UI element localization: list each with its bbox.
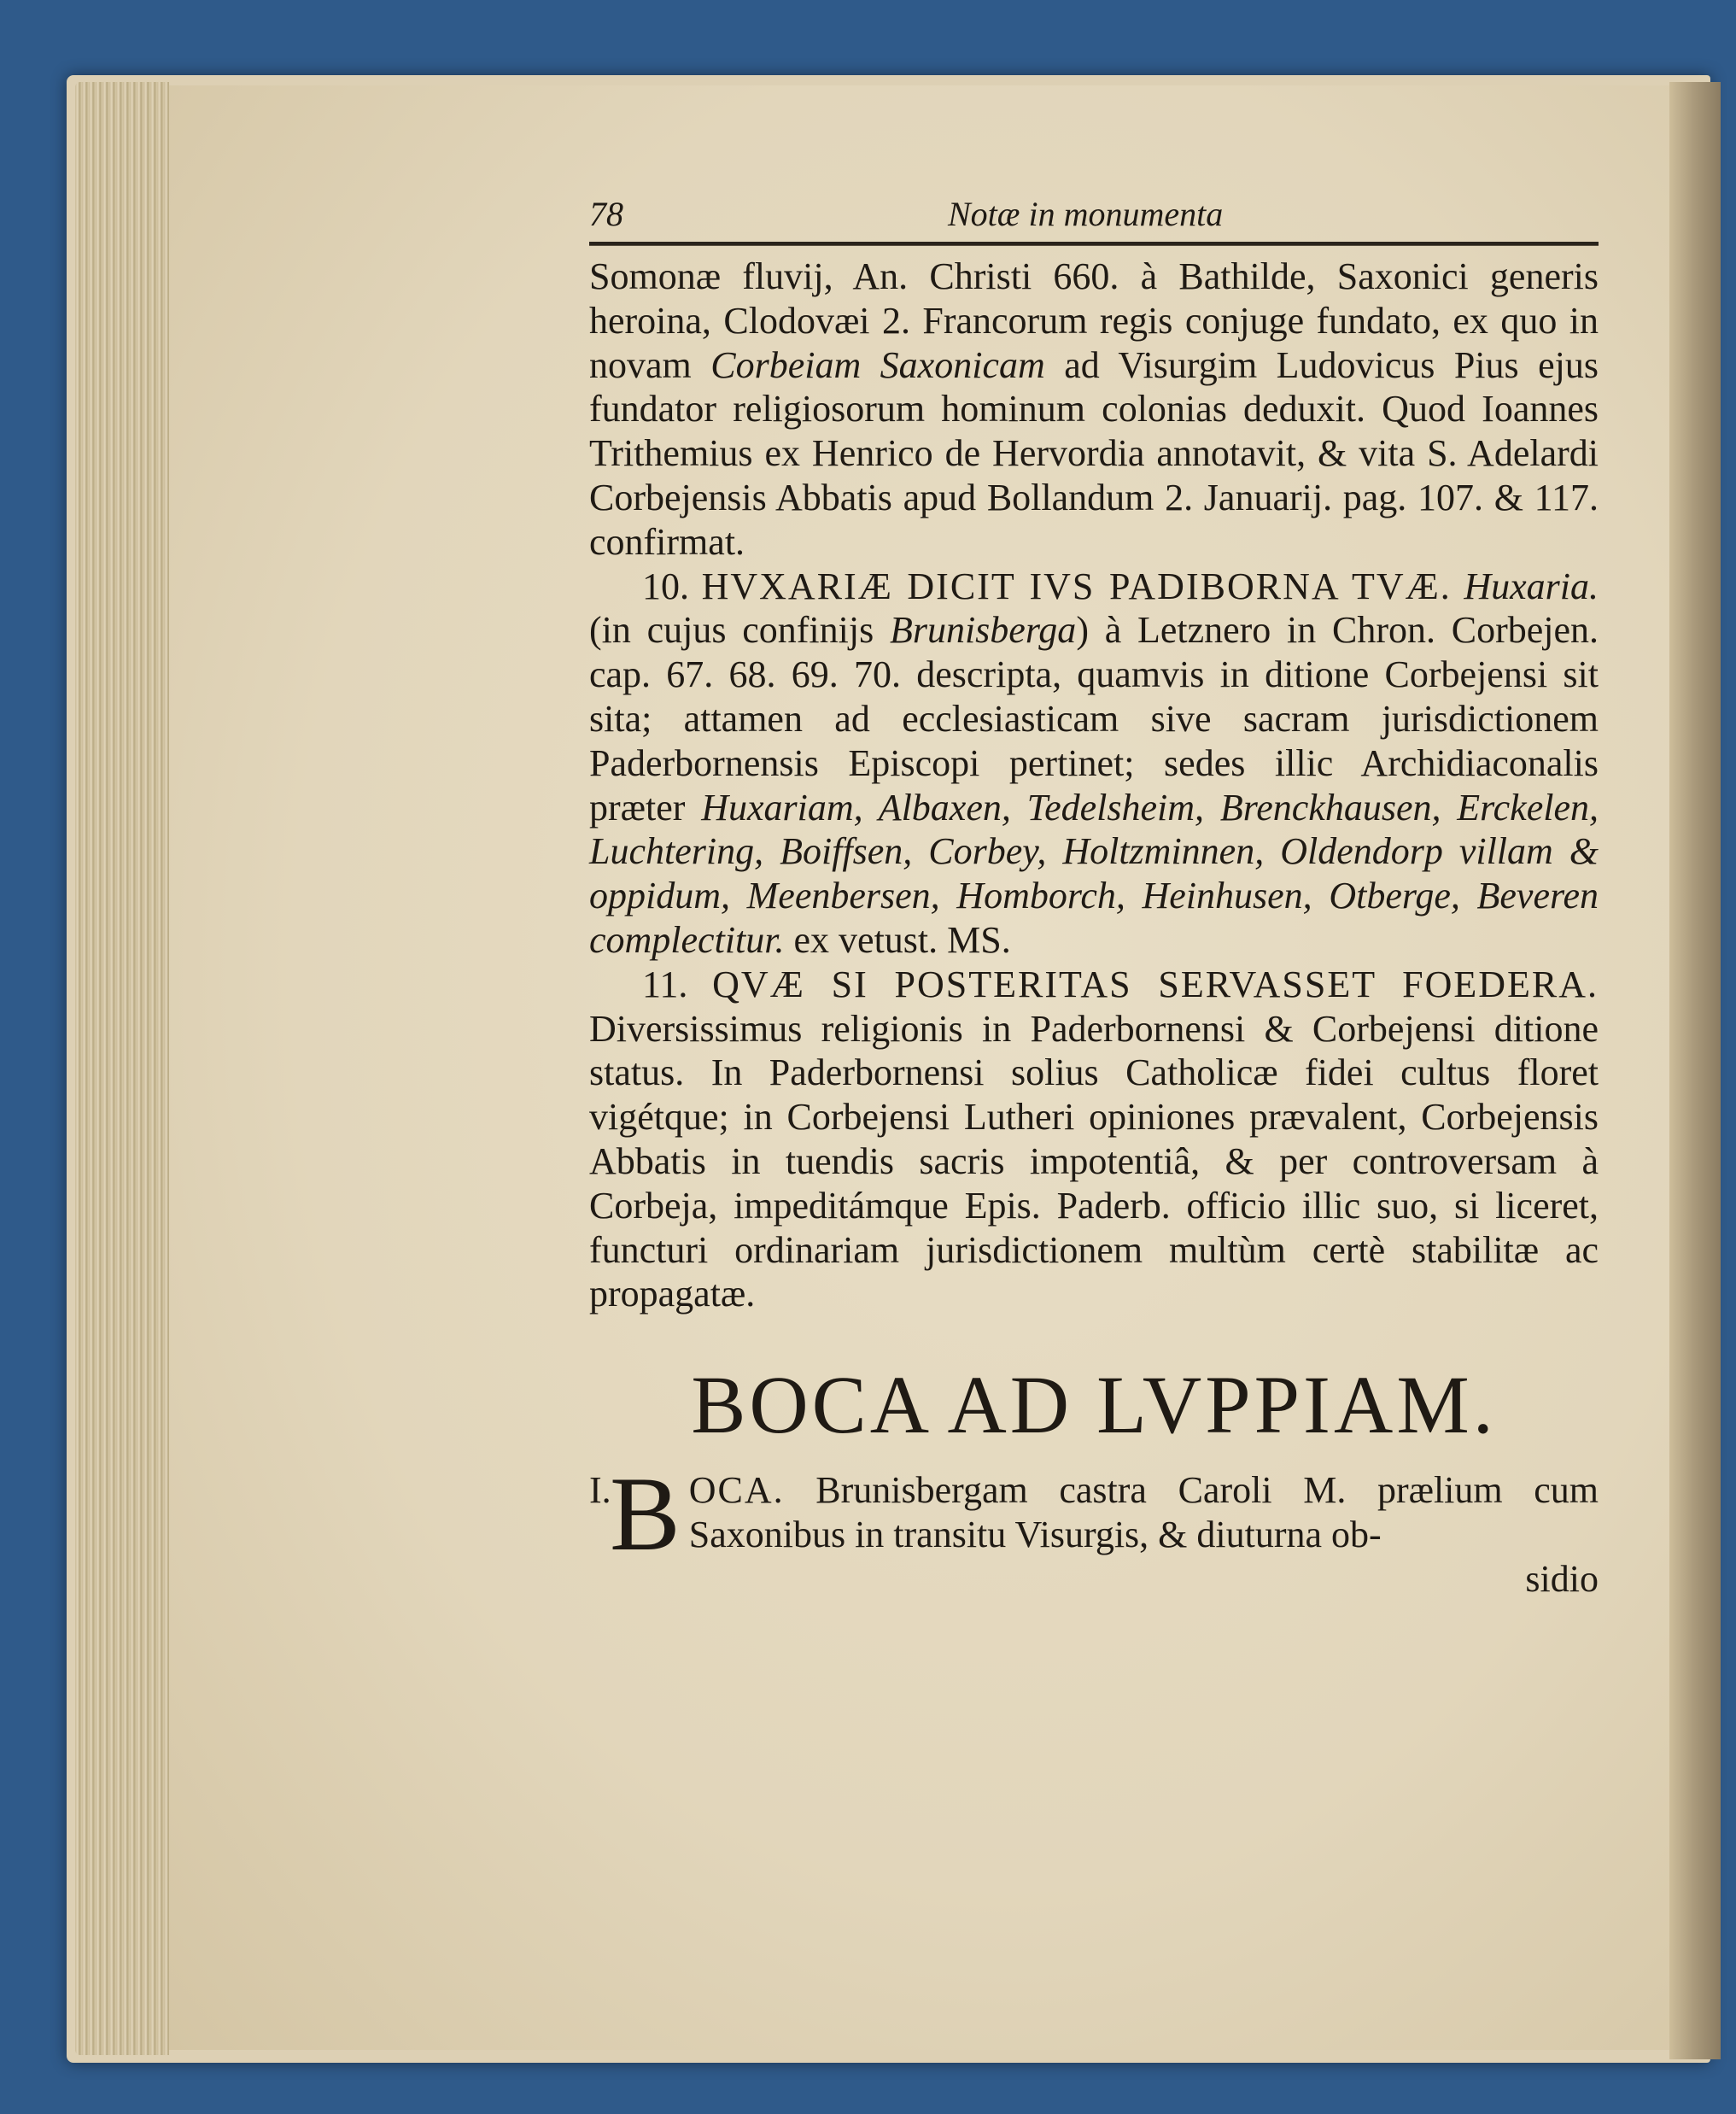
note-11 bbox=[589, 963, 1599, 1316]
note-number: I. bbox=[589, 1469, 611, 1512]
text-span: ex vetust. MS. bbox=[784, 918, 1011, 961]
text-span: ad Visurgim Ludovicus Pius ejus fundator religiosorum hominum colonias deduxit. Quod Ioannes Trithemius ex Henrico de Hervordia annotavit, & vita S. Adelardi Corbejensis Abbatis apud Bollandum 2. Januarij. pag. 107. & 117. confirmat. bbox=[589, 343, 1599, 563]
note-1-boca bbox=[589, 1455, 1599, 1573]
note-number: 10. bbox=[642, 565, 689, 607]
book-gutter bbox=[1669, 82, 1721, 2059]
header-rule bbox=[589, 242, 1599, 246]
text-span: Brunisbergam castra Caroli M. prælium cum Saxonibus in transitu Visurgis, & diuturna ob- bbox=[688, 1469, 1599, 1555]
note-lemma: HVXARIÆ DICIT IVS PADIBORNA TVÆ. bbox=[701, 565, 1452, 607]
italic-place-list: Huxariam, Albaxen, Tedelsheim, Brenckhausen, Erckelen, Luchtering, Boiffsen, Corbey, Holtzminnen, Oldendorp villam & oppidum, Meenbersen, Homborch, Heinhusen, Otberge, Beveren complectitur. bbox=[589, 786, 1599, 961]
section-title: BOCA AD LVPPIAM. bbox=[691, 1359, 1497, 1451]
note-lemma: OCA. bbox=[688, 1469, 785, 1512]
catchword: sidio bbox=[1525, 1557, 1599, 1600]
page-number: 78 bbox=[589, 195, 623, 233]
running-head: Notæ in monumenta bbox=[948, 195, 1224, 233]
text-span: Diversissimus religionis in Paderbornensi & Corbejensi ditione status. In Paderbornensi solius Catholicæ fidei cultus floret vigétque; in Corbejensi Lutheri opiniones prævalent, Corbejensis Abbatis in tuendis sacris impotentiâ, & per controversam à Corbeja, impeditámque Epis. Paderb. officio illic suo, si liceret, functuri ordinariam jurisdictionem multùm certè stabilitæ ac propagatæ. bbox=[589, 1007, 1599, 1315]
page-text-block bbox=[589, 192, 1599, 1602]
page-header bbox=[589, 192, 1599, 237]
italic-span: Huxaria. bbox=[1464, 565, 1599, 607]
paragraph-somonae bbox=[589, 255, 1599, 565]
italic-span: Brunisberga bbox=[889, 609, 1077, 652]
page-edges bbox=[75, 82, 169, 2055]
text-span: Somonæ fluvij, An. Christi 660. à Bathilde, Saxonici generis heroina, Clodovæi 2. Francorum regis conjuge fundato, ex quo in novam bbox=[589, 255, 1599, 386]
text-span: (in cujus confinijs bbox=[589, 609, 890, 652]
text-span: ) à Letznero in Chron. Corbejen. cap. 67. 68. 69. 70. descripta, quamvis in ditione Corbejensi sit sita; attamen ad ecclesiasticam sive sacram jurisdictionem Paderbornensis Episcopi pertinet; sedes illic Archidiaconalis præter bbox=[589, 609, 1599, 829]
note-number: 11. bbox=[642, 963, 688, 1005]
italic-span: Corbeiam Saxonicam bbox=[710, 343, 1045, 386]
note-lemma: QVÆ SI POSTERITAS SERVASSET FOEDERA. bbox=[712, 963, 1599, 1005]
note-10 bbox=[589, 565, 1599, 963]
drop-cap: B bbox=[610, 1455, 681, 1573]
